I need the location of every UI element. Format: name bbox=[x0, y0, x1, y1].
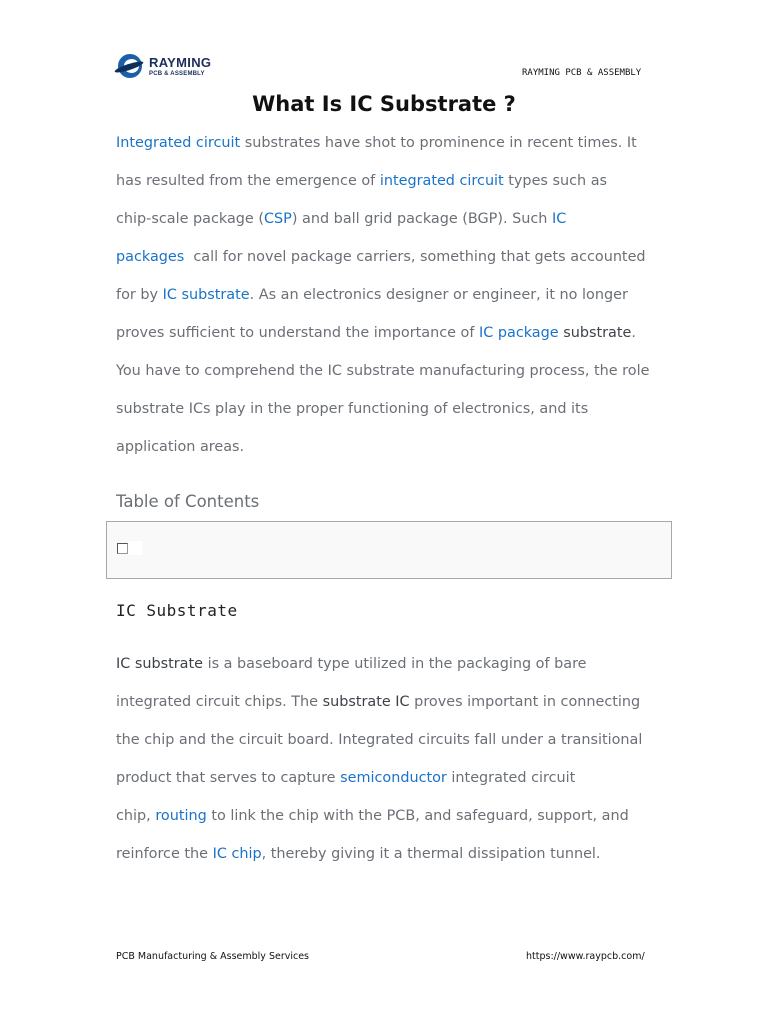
header-company-name: RAYMING PCB & ASSEMBLY bbox=[522, 68, 642, 78]
company-logo bbox=[116, 52, 211, 80]
logo-tagline: PCB & ASSEMBLY bbox=[149, 70, 205, 77]
footer-url[interactable]: https://www.raypcb.com/ bbox=[526, 951, 645, 962]
link-ic-substrate[interactable]: IC substrate bbox=[162, 287, 250, 303]
text-line: integrated circuit chips. The substrate IC proves important in connecting bbox=[116, 694, 641, 710]
text-line: You have to comprehend the IC substrate manufacturing process, the role bbox=[116, 363, 650, 379]
text-line: chip-scale package (CSP) and ball grid package (BGP). Such IC bbox=[116, 211, 567, 227]
text-line: product that serves to capture semiconductor integrated circuit bbox=[116, 770, 576, 786]
toc-toggle-checkbox[interactable] bbox=[117, 543, 128, 554]
text-line: chip, routing to link the chip with the PCB, and safeguard, support, and bbox=[116, 808, 629, 824]
link-ic-packages-start[interactable]: IC bbox=[551, 211, 567, 227]
link-csp[interactable]: CSP bbox=[263, 211, 292, 227]
section-heading: IC Substrate bbox=[116, 601, 238, 620]
text-line: has resulted from the emergence of integrated circuit types such as bbox=[116, 173, 608, 189]
footer-services: PCB Manufacturing & Assembly Services bbox=[116, 951, 310, 962]
link-substrate[interactable]: substrate bbox=[558, 325, 632, 341]
toc-heading: Table of Contents bbox=[116, 492, 260, 511]
text-line: IC substrate is a baseboard type utilized in the packaging of bare bbox=[116, 656, 587, 672]
text-line: application areas. bbox=[116, 439, 245, 455]
link-substrate-ic[interactable]: substrate IC bbox=[322, 694, 410, 710]
section-paragraph bbox=[116, 655, 676, 883]
link-integrated-circuit[interactable]: Integrated circuit bbox=[116, 135, 241, 151]
text-line: Integrated circuit substrates have shot to prominence in recent times. It bbox=[116, 135, 637, 151]
text-line: for by IC substrate. As an electronics designer or engineer, it no longer bbox=[116, 287, 628, 303]
table-of-contents bbox=[106, 521, 672, 579]
link-routing[interactable]: routing bbox=[155, 808, 207, 824]
toc-toggle-area bbox=[128, 541, 142, 555]
link-integrated-circuit-types[interactable]: integrated circuit bbox=[379, 173, 504, 189]
text-line: substrate ICs play in the proper functioning of electronics, and its bbox=[116, 401, 589, 417]
text-line: reinforce the IC chip, thereby giving it a thermal dissipation tunnel. bbox=[116, 846, 601, 862]
link-ic-packages-end[interactable]: packages bbox=[116, 249, 185, 265]
link-ic-substrate-term[interactable]: C substrate bbox=[120, 656, 203, 672]
intro-paragraph bbox=[116, 134, 676, 476]
link-ic-package[interactable]: IC package bbox=[479, 325, 559, 341]
text-line: packages call for novel package carriers, something that gets accounted bbox=[116, 249, 646, 265]
logo-icon bbox=[116, 52, 146, 80]
logo-name: RAYMING bbox=[149, 54, 212, 70]
page-title: What Is IC Substrate ? bbox=[252, 92, 516, 116]
text-line: proves sufficient to understand the importance of IC package substrate. bbox=[116, 325, 636, 341]
link-ic-chip[interactable]: IC chip bbox=[212, 846, 262, 862]
link-semiconductor[interactable]: semiconductor bbox=[340, 770, 447, 786]
text-line: the chip and the circuit board. Integrated circuits fall under a transitional bbox=[116, 732, 643, 748]
